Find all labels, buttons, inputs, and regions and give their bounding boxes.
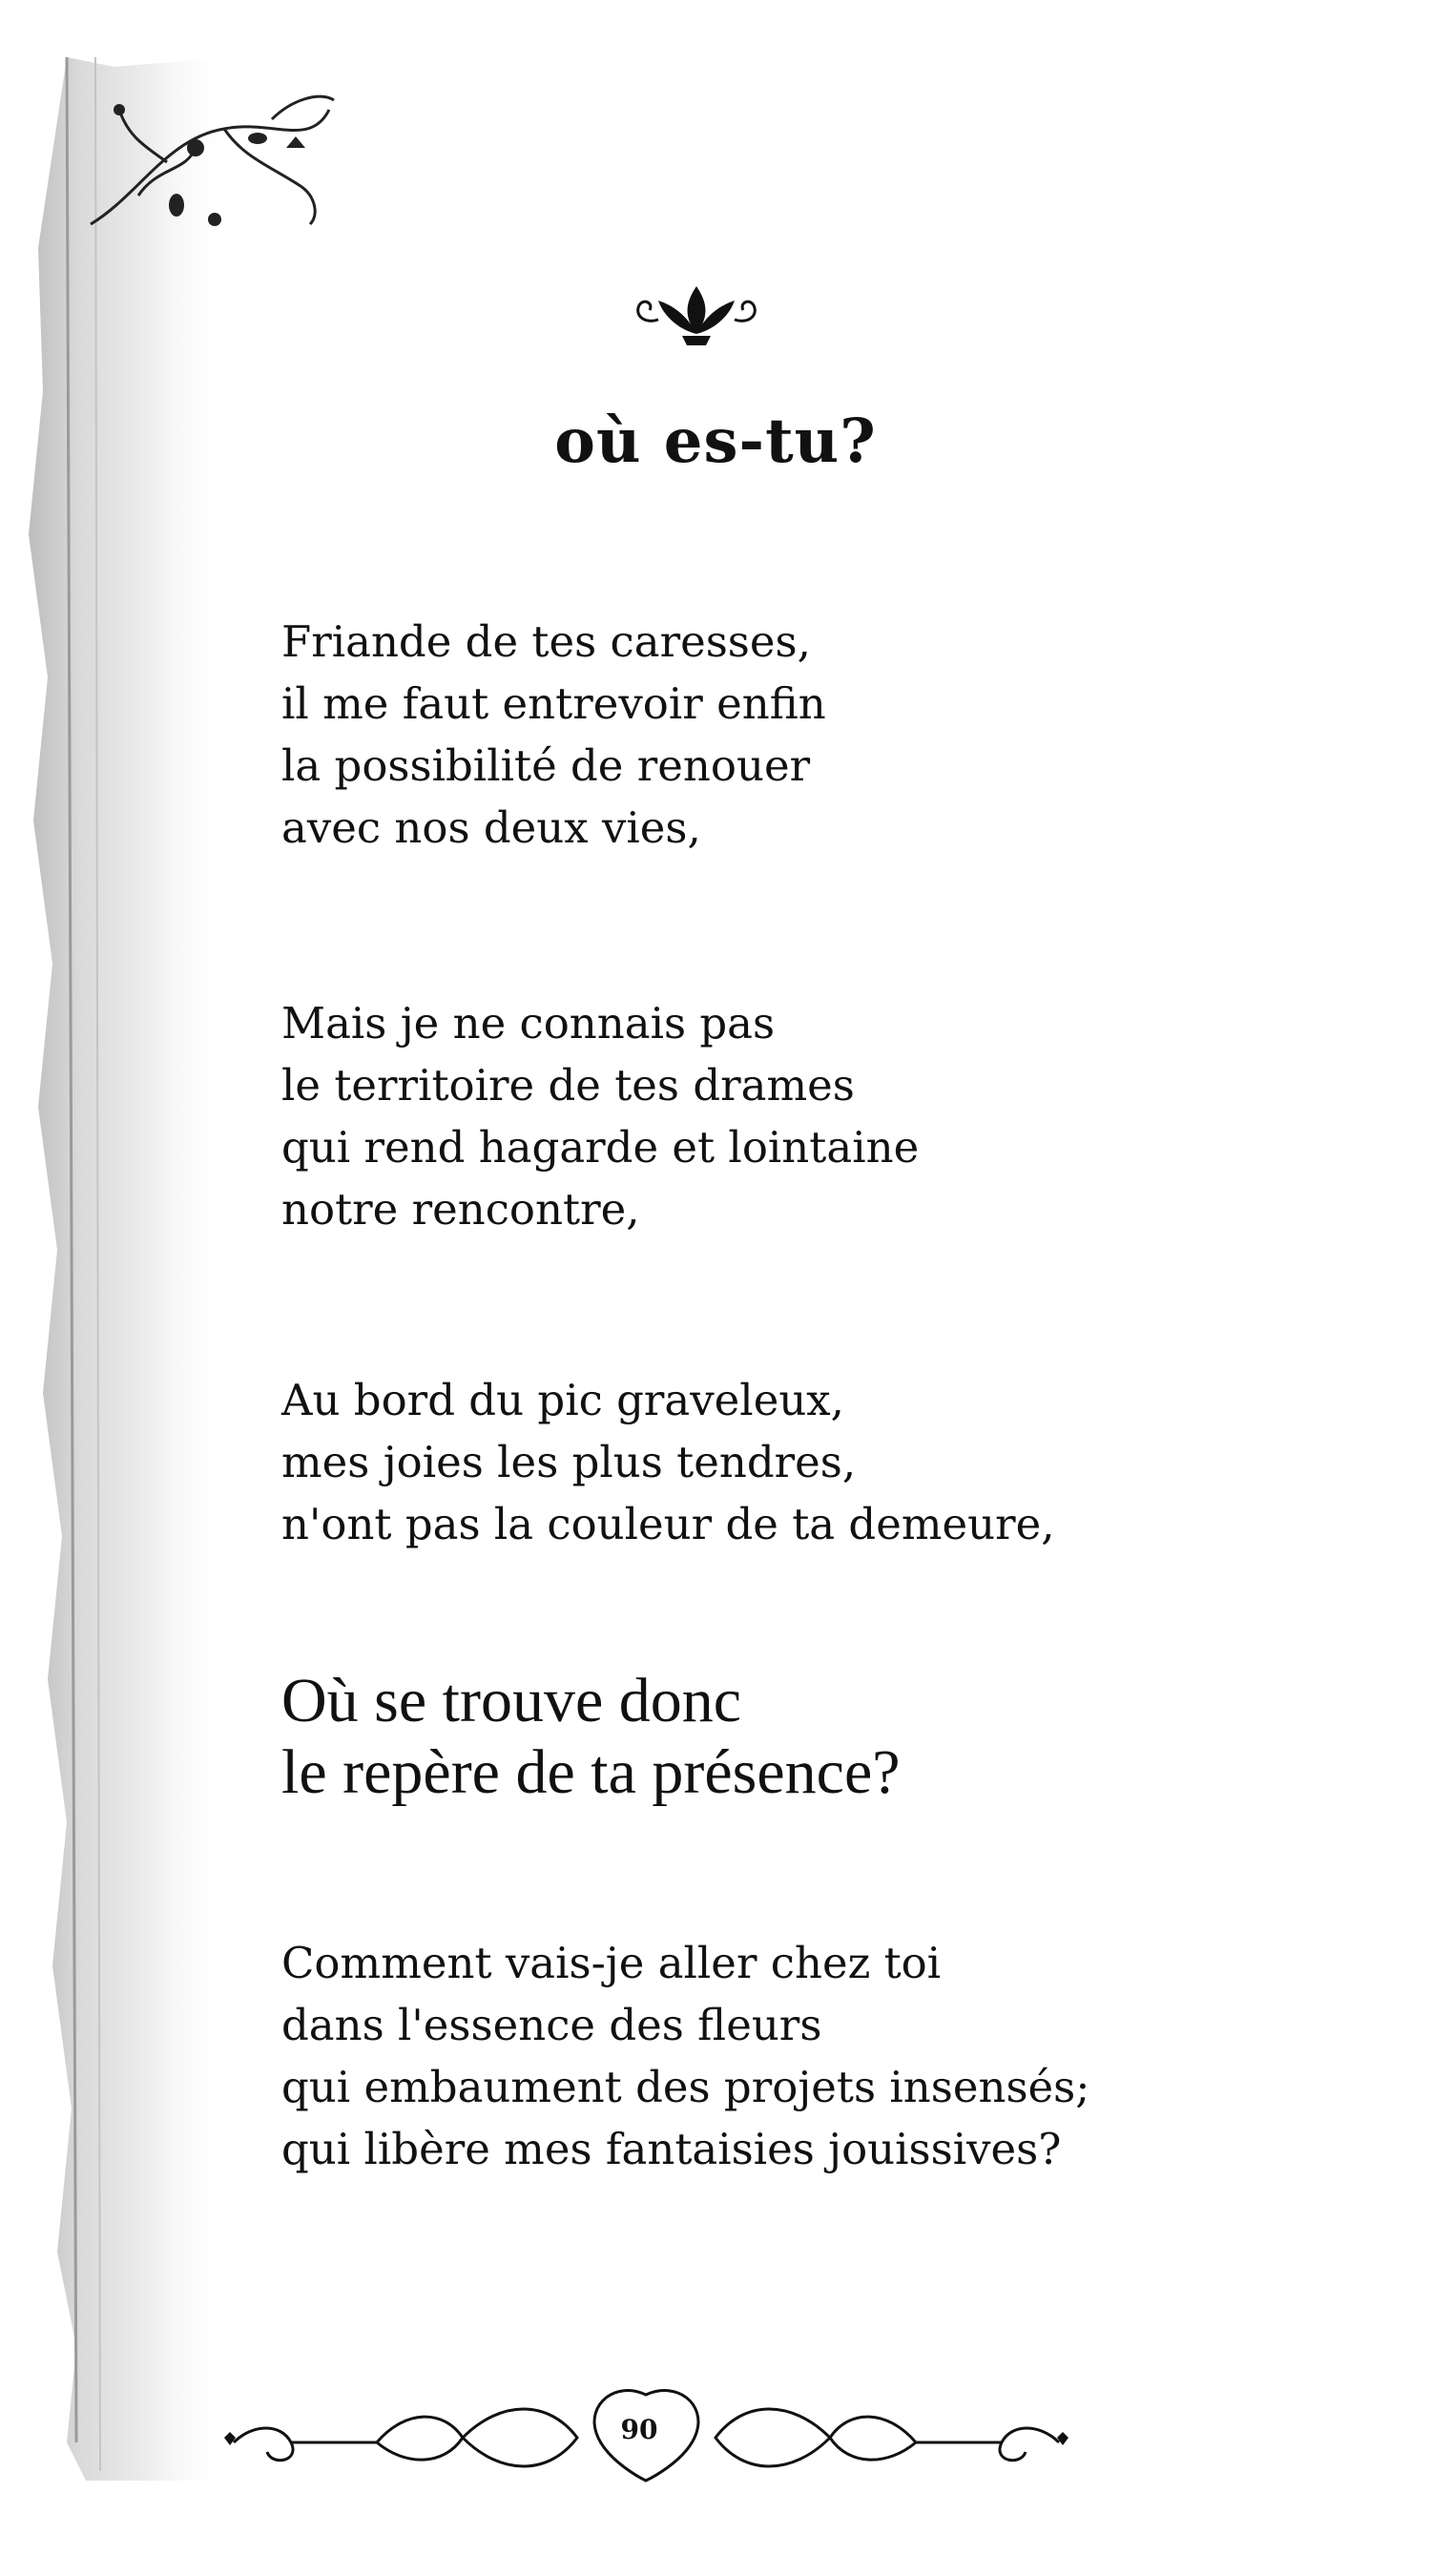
poem-line: le repère de ta présence? [281,1737,901,1807]
poem-line: la possibilité de renouer [281,740,811,791]
poem-line: notre rencontre, [281,1184,640,1235]
poem-line: Où se trouve donc [281,1666,742,1735]
stanza [281,1369,1055,1555]
poem-line: dans l'essence des fleurs [281,2000,822,2050]
stanza-large [281,1665,901,1808]
poem-line: le territoire de tes drames [281,1060,855,1111]
poem-line: mes joies les plus tendres, [281,1437,857,1487]
poem-line: Comment vais-je aller chez toi [281,1938,942,1988]
lotus-flourish-icon [625,277,768,353]
poem-line: n'ont pas la couleur de ta demeure, [281,1499,1055,1549]
poem-line: qui embaument des projets insensés; [281,2062,1090,2112]
stanza [281,1932,1089,2180]
poem-title: où es-tu? [554,405,877,477]
poem-line: qui rend hagarde et lointaine [281,1122,920,1173]
poem-line: Friande de tes caresses, [281,616,811,667]
poem-line: Au bord du pic graveleux, [281,1375,844,1425]
poem-line: avec nos deux vies, [281,802,701,853]
page-number: 90 [620,2414,658,2445]
poem-line: il me faut entrevoir enfin [281,678,826,729]
poem-line: qui libère mes fantaisies jouissives? [281,2124,1062,2174]
stanza [281,611,826,859]
poem-line: Mais je ne connais pas [281,998,776,1049]
floral-vine-icon [81,81,343,253]
stanza [281,992,919,1240]
